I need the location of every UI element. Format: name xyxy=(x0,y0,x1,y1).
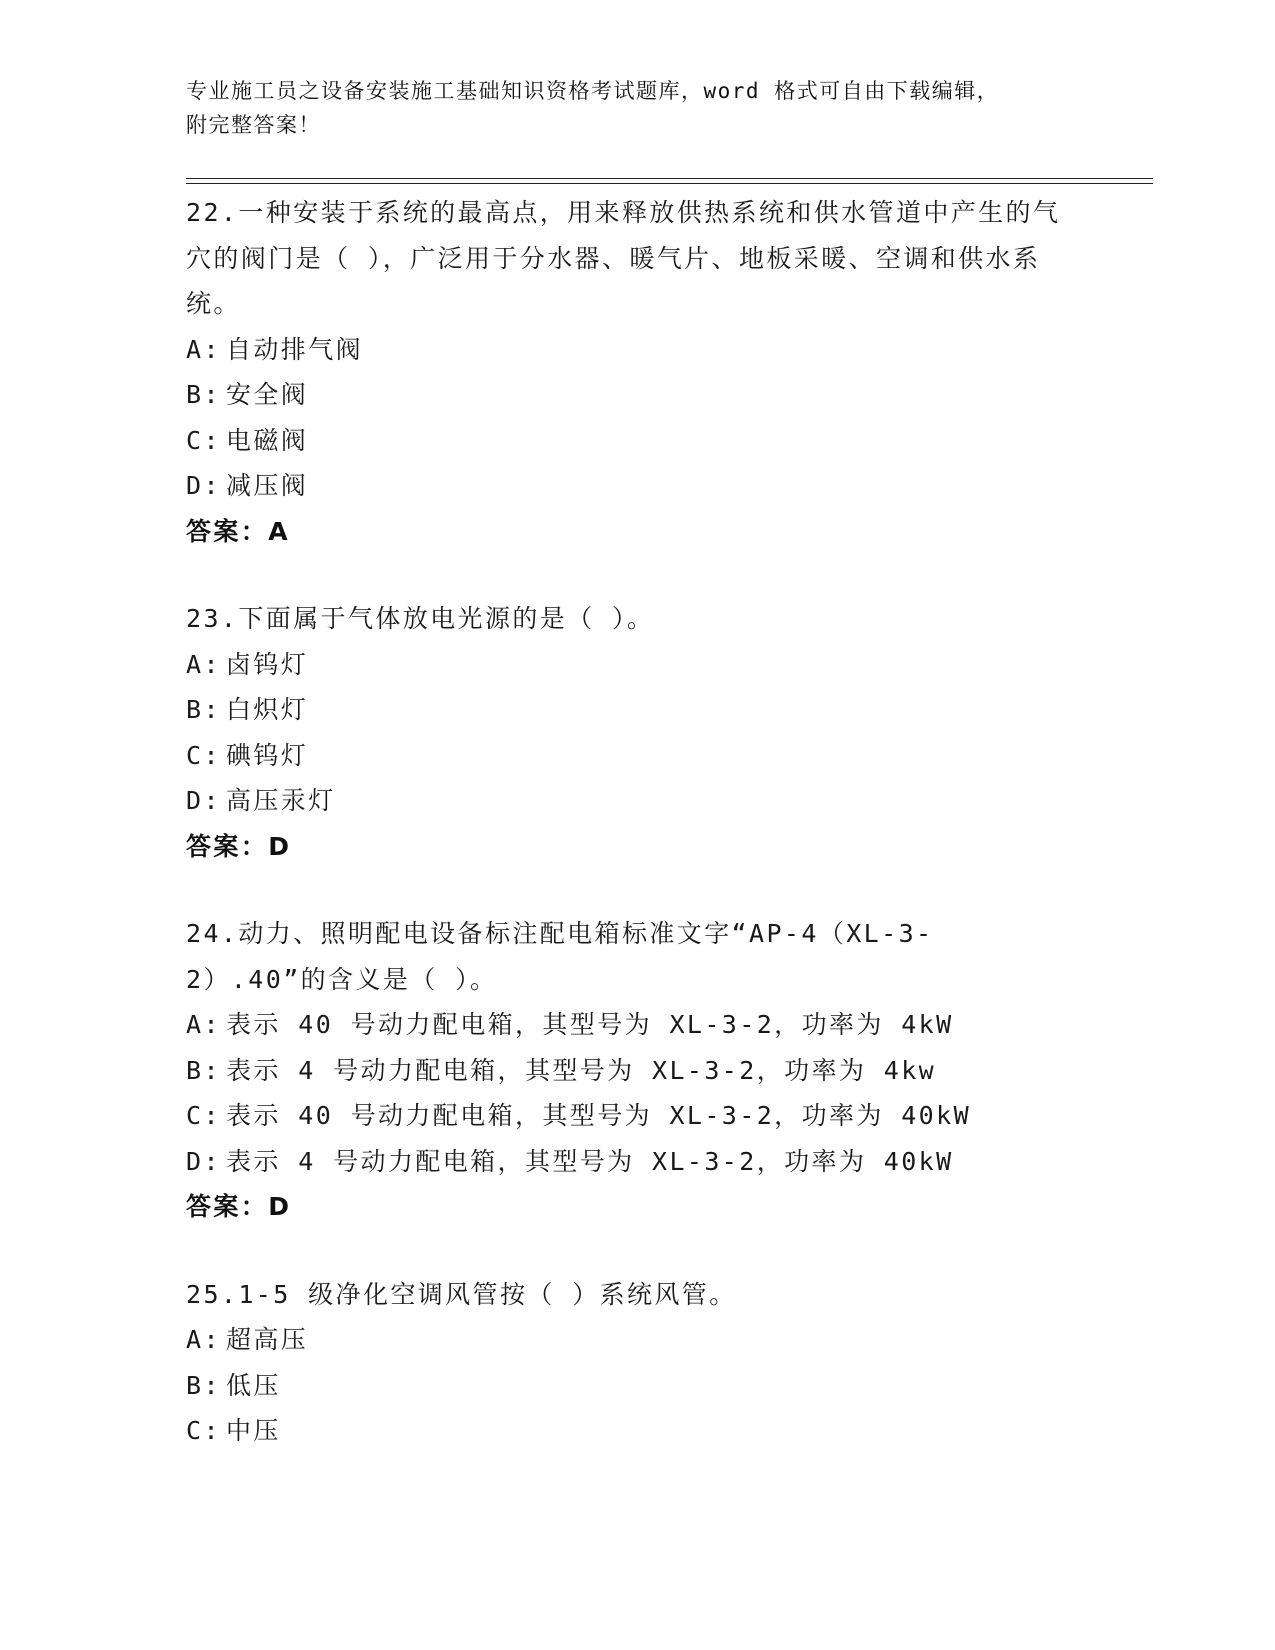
option-letter: A: xyxy=(186,1325,221,1354)
question-text: 23.下面属于气体放电光源的是（ ）。 xyxy=(186,604,655,633)
question-24 xyxy=(186,911,1086,1230)
answer-label: 答案：D xyxy=(186,1192,292,1221)
option-text: 自动排气阀 xyxy=(226,334,364,364)
option-text: 白炽灯 xyxy=(226,695,309,724)
question-22 xyxy=(186,190,1086,554)
option-b xyxy=(186,1048,1086,1094)
option-text: 表示 4 号动力配电箱，其型号为 XL-3-2，功率为 4kw xyxy=(226,1055,937,1085)
option-b xyxy=(186,372,1086,418)
header-line-2: 附完整答案！ xyxy=(186,113,321,137)
option-text: 低压 xyxy=(226,1370,281,1400)
option-letter: A: xyxy=(186,1010,221,1039)
header-rule-top xyxy=(186,178,1153,179)
question-list xyxy=(186,190,1086,1496)
option-letter: B: xyxy=(186,1370,221,1400)
option-d xyxy=(186,463,1086,509)
option-letter: C: xyxy=(186,425,221,455)
option-a xyxy=(186,327,1086,373)
option-text: 表示 40 号动力配电箱，其型号为 XL-3-2，功率为 4kW xyxy=(226,1010,954,1039)
option-letter: B: xyxy=(186,380,221,409)
document-header xyxy=(186,74,1086,142)
option-text: 表示 40 号动力配电箱，其型号为 XL-3-2，功率为 40kW xyxy=(226,1101,972,1130)
option-c xyxy=(186,1408,1086,1454)
option-a xyxy=(186,1002,1086,1048)
question-text: 24.动力、照明配电设备标注配电箱标准文字“AP-4（XL-3-2）.40”的含义是（ ）。 xyxy=(186,919,934,994)
option-text: 减压阀 xyxy=(226,471,309,500)
option-letter: C: xyxy=(186,1101,221,1130)
option-text: 超高压 xyxy=(226,1325,309,1354)
option-letter: D: xyxy=(186,1146,221,1176)
question-text: 22.一种安装于系统的最高点，用来释放供热系统和供水管道中产生的气穴的阀门是（ ），广泛用于分水器、暖气片、地板采暖、空调和供水系统。 xyxy=(186,198,1061,318)
option-c xyxy=(186,418,1086,464)
header-line-1: 专业施工员之设备安装施工基础知识资格考试题库，word 格式可自由下载编辑， xyxy=(186,79,1000,103)
question-23 xyxy=(186,596,1086,869)
question-text: 25.1-5 级净化空调风管按（ ）系统风管。 xyxy=(186,1279,737,1309)
option-letter: C: xyxy=(186,1416,221,1445)
option-b xyxy=(186,687,1086,733)
option-letter: C: xyxy=(186,740,221,770)
option-letter: B: xyxy=(186,695,221,724)
option-c xyxy=(186,733,1086,779)
option-letter: A: xyxy=(186,334,221,364)
option-text: 表示 4 号动力配电箱，其型号为 XL-3-2，功率为 40kW xyxy=(226,1146,954,1176)
option-text: 中压 xyxy=(226,1416,281,1445)
option-d xyxy=(186,1139,1086,1185)
option-text: 安全阀 xyxy=(226,380,309,409)
option-text: 卤钨灯 xyxy=(226,649,309,679)
option-letter: D: xyxy=(186,471,221,500)
option-text: 碘钨灯 xyxy=(226,740,309,770)
header-rule-bottom xyxy=(186,183,1153,184)
option-a xyxy=(186,642,1086,688)
option-letter: A: xyxy=(186,649,221,679)
answer-label: 答案：D xyxy=(186,831,292,861)
option-text: 电磁阀 xyxy=(226,425,309,455)
option-text: 高压汞灯 xyxy=(226,786,336,815)
option-c xyxy=(186,1093,1086,1139)
option-letter: D: xyxy=(186,786,221,815)
option-b xyxy=(186,1363,1086,1409)
option-a xyxy=(186,1317,1086,1363)
question-25 xyxy=(186,1272,1086,1454)
answer-label: 答案：A xyxy=(186,516,290,546)
option-letter: B: xyxy=(186,1055,221,1085)
option-d xyxy=(186,778,1086,824)
